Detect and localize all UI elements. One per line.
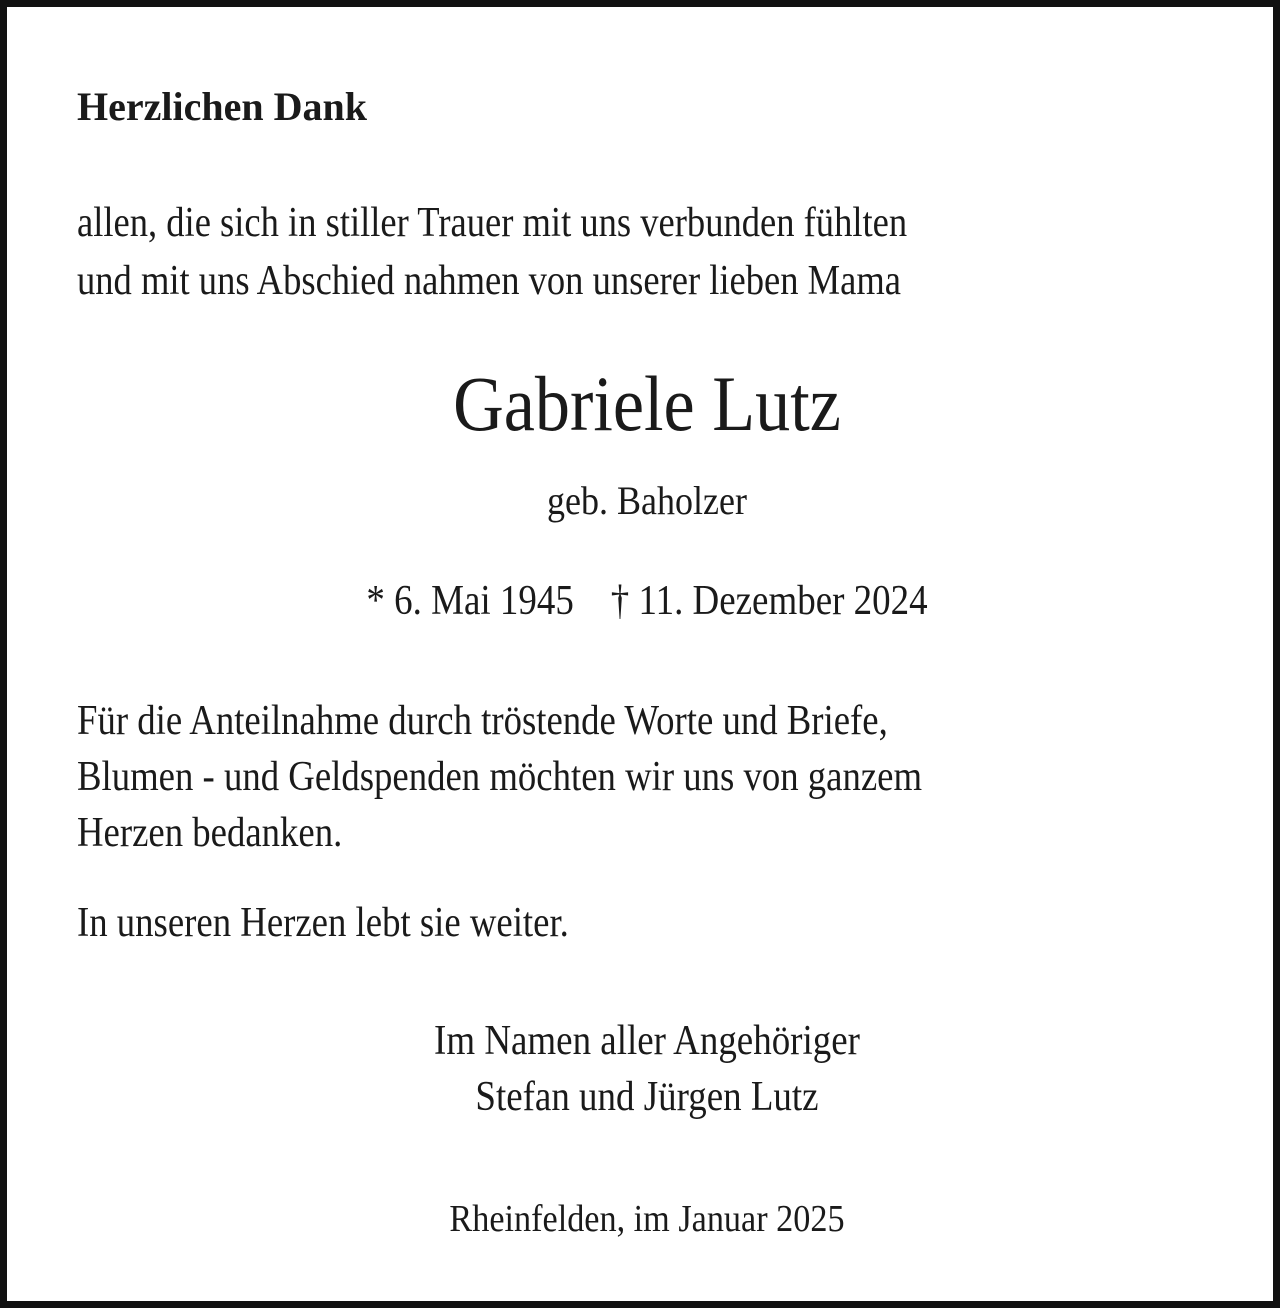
birth-date: * 6. Mai 1945 [366,578,574,624]
notice-heading: Herzlichen Dank [77,84,367,129]
body-line-2: Blumen - und Geldspenden möchten wir uns von ganzem [77,754,923,800]
intro-line-2: und mit uns Abschied nahmen von unserer lieben Mama [77,258,902,304]
intro-line-1: allen, die sich in stiller Trauer mit uns verbunden fühlten [77,200,908,246]
life-dates [84,577,1210,625]
signature-line-2: Stefan und Jürgen Lutz [475,1074,819,1120]
maiden-name: geb. Baholzer [547,478,747,523]
death-date: † 11. Dezember 2024 [610,578,928,624]
body-line-3: Herzen bedanken. [77,810,343,856]
place-date: Rheinfelden, im Januar 2025 [449,1198,845,1240]
signature-line-1: Im Namen aller Angehöriger [434,1018,860,1064]
deceased-name: Gabriele Lutz [453,360,841,447]
closing-line: In unseren Herzen lebt sie weiter. [77,900,569,946]
body-line-1: Für die Anteilnahme durch tröstende Worte und Briefe, [77,698,888,744]
